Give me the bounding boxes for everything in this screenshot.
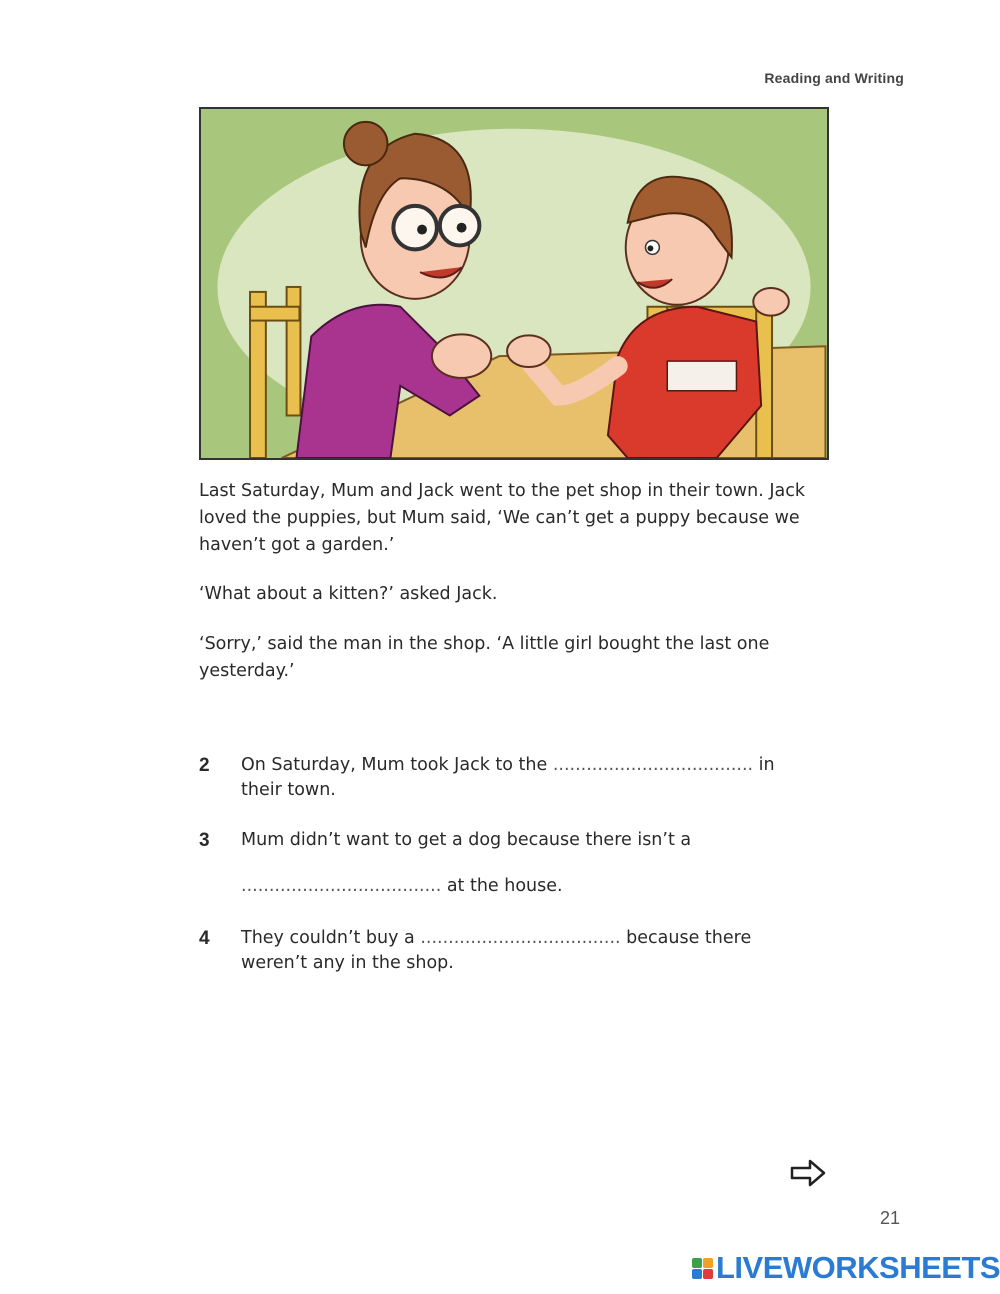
- story-paragraph: ‘Sorry,’ said the man in the shop. ‘A little girl bought the last one yesterday.’: [199, 634, 770, 681]
- arrow-right-icon[interactable]: [790, 1158, 826, 1188]
- logo-square: [703, 1258, 713, 1268]
- question-text: They couldn’t buy a: [241, 928, 421, 948]
- answer-blank[interactable]: ....................................: [241, 876, 442, 896]
- question-text: On Saturday, Mum took Jack to the: [241, 755, 553, 775]
- story-paragraph: ‘What about a kitten?’ asked Jack.: [199, 584, 498, 604]
- question-number: 3: [199, 830, 210, 851]
- question-4: [199, 926, 819, 976]
- section-header: Reading and Writing: [764, 70, 904, 86]
- logo-square: [692, 1258, 702, 1268]
- answer-blank[interactable]: ....................................: [420, 928, 621, 948]
- story-paragraph: Last Saturday, Mum and Jack went to the pet shop in their town. Jack loved the puppies, but Mum said, ‘We can’t get a puppy because we haven’t got a garden.’: [199, 481, 805, 555]
- story-illustration: [199, 107, 829, 460]
- page-number: 21: [880, 1208, 901, 1228]
- question-text: Mum didn’t want to get a dog because there isn’t a: [241, 830, 692, 850]
- logo-square: [692, 1269, 702, 1279]
- brand-footer: [692, 1250, 1000, 1286]
- liveworksheets-logo-icon: [692, 1258, 713, 1279]
- brand-name: LIVEWORKSHEETS: [716, 1250, 1000, 1285]
- logo-square: [703, 1269, 713, 1279]
- question-text: at the house.: [441, 876, 563, 896]
- question-3: [199, 828, 819, 853]
- question-text: because there weren’t any in the shop.: [241, 928, 752, 973]
- question-number: 2: [199, 755, 210, 776]
- question-number: 4: [199, 928, 210, 949]
- question-text: in their town.: [241, 755, 775, 800]
- question-2: [199, 753, 819, 803]
- story-text: [199, 478, 819, 685]
- answer-blank[interactable]: ....................................: [552, 755, 754, 775]
- question-3-line-2: [241, 876, 563, 896]
